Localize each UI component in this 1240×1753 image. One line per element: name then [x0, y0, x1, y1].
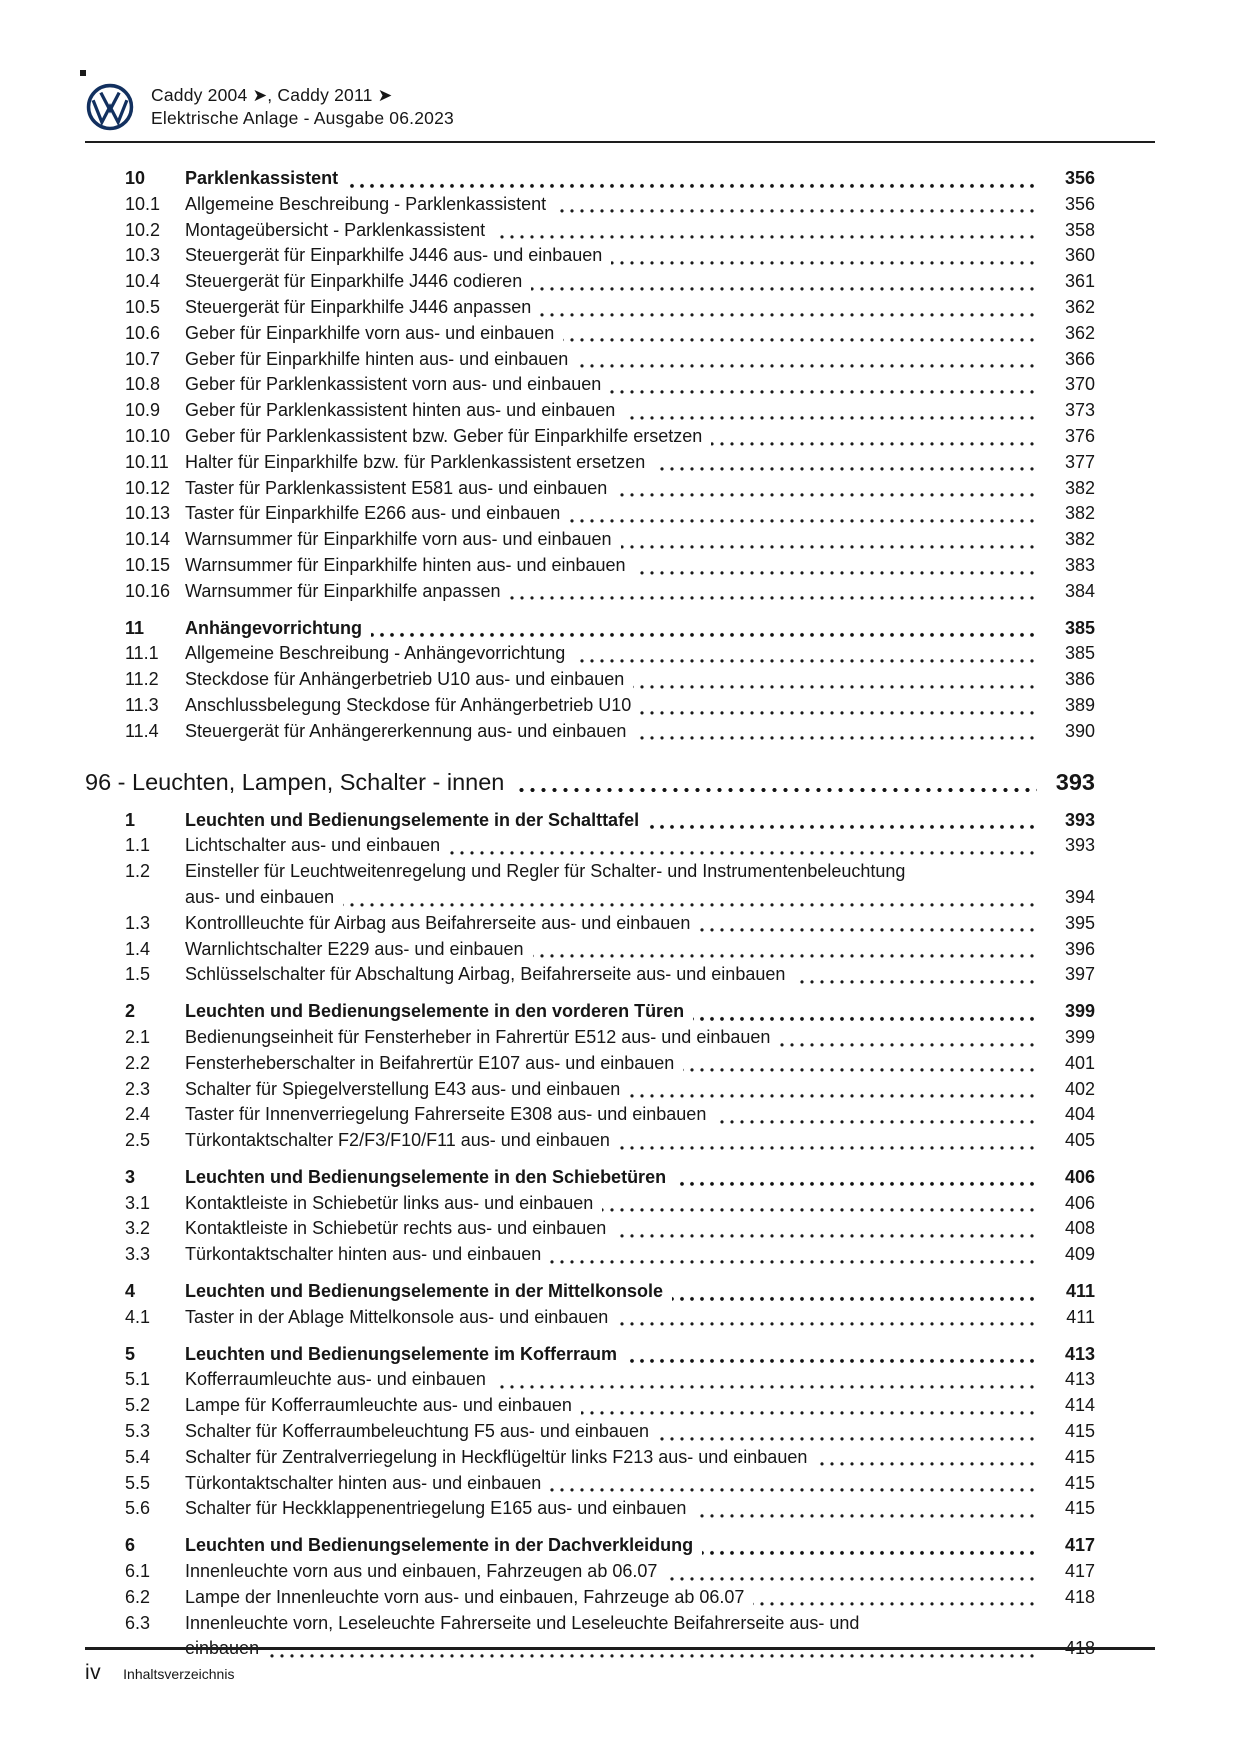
toc-entry-title: [185, 962, 1037, 988]
toc-entry-title: [185, 1445, 1037, 1471]
toc-title-line: Kontaktleiste in Schiebetür rechts aus- und einbauen: [185, 1216, 1037, 1242]
toc-row[interactable]: [85, 347, 1095, 373]
toc-title-line: Lampe für Kofferraumleuchte aus- und einbauen: [185, 1393, 1037, 1419]
toc-entry-number: 4.1: [125, 1306, 151, 1327]
toc-row[interactable]: [85, 719, 1095, 745]
toc-row[interactable]: [85, 269, 1095, 295]
toc-entry-page: 390: [1064, 720, 1095, 741]
toc-row[interactable]: [85, 999, 1095, 1025]
toc-entry-page: 411: [1066, 1306, 1095, 1327]
toc-entry-title: [185, 1393, 1037, 1419]
toc-entry-number: 5.3: [125, 1421, 151, 1442]
toc-title-line: Warnsummer für Einparkhilfe vorn aus- und einbauen: [185, 527, 1037, 553]
toc-row[interactable]: [85, 553, 1095, 579]
toc-row[interactable]: [85, 1393, 1095, 1419]
toc-entry-number: 10.3: [125, 245, 161, 266]
toc-entry-title: [185, 398, 1037, 424]
toc-entry-title: [185, 424, 1037, 450]
toc-entry-page: 415: [1064, 1446, 1095, 1467]
toc-row[interactable]: [85, 1165, 1095, 1191]
toc-entry-page: 356: [1064, 168, 1095, 188]
toc-title-line: Steuergerät für Einparkhilfe J446 codieren: [185, 269, 1037, 295]
toc-row[interactable]: [85, 372, 1095, 398]
toc-title-line: Kontrollleuchte für Airbag aus Beifahrerseite aus- und einbauen: [185, 911, 1037, 937]
toc-entry-title: [185, 1367, 1037, 1393]
toc-entry-title: [185, 501, 1037, 527]
footer-section-label: Inhaltsverzeichnis: [123, 1666, 235, 1682]
toc-title-line: Allgemeine Beschreibung - Parklenkassistent: [185, 192, 1037, 218]
toc-entry-number: 6: [125, 1535, 136, 1556]
toc-title-line: Geber für Parklenkassistent bzw. Geber für Einparkhilfe ersetzen: [185, 424, 1037, 450]
toc-entry-title: [185, 1585, 1037, 1611]
toc-row[interactable]: [85, 527, 1095, 553]
toc-entry-title: [185, 937, 1037, 963]
toc-entry-number: 10.12: [125, 477, 171, 498]
toc-row[interactable]: [85, 833, 1095, 859]
toc-title-line: Lichtschalter aus- und einbauen: [185, 833, 1037, 859]
toc-title-line: Leuchten und Bedienungselemente in der Schalttafel: [185, 808, 1037, 834]
toc-entry-page: 356: [1064, 193, 1095, 214]
toc-entry-title: [185, 911, 1037, 937]
toc-entry-number: 5: [125, 1343, 136, 1364]
toc-row[interactable]: [85, 1051, 1095, 1077]
toc-title-line: Türkontaktschalter F2/F3/F10/F11 aus- und einbauen: [185, 1128, 1037, 1154]
toc-row[interactable]: [85, 321, 1095, 347]
toc-entry-page: 386: [1064, 669, 1095, 690]
toc-entry-title: [185, 1191, 1037, 1217]
toc-entry-title: [185, 1342, 1037, 1368]
toc-row[interactable]: [85, 243, 1095, 269]
toc-entry-number: 3.3: [125, 1244, 151, 1265]
toc-entry-number: 10.14: [125, 529, 171, 550]
toc-title-line: Schalter für Spiegelverstellung E43 aus- und einbauen: [185, 1077, 1037, 1103]
toc-title-line: Warnsummer für Einparkhilfe hinten aus- und einbauen: [185, 553, 1037, 579]
toc-entry-number: 2.4: [125, 1104, 151, 1125]
toc-row[interactable]: [85, 1191, 1095, 1217]
toc-entry-number: 11: [125, 617, 145, 638]
toc-entry-title: [185, 1559, 1037, 1585]
toc-entry-page: 377: [1064, 451, 1095, 472]
toc-entry-number: 6.1: [125, 1561, 151, 1582]
toc-entry-title: [185, 719, 1037, 745]
toc-row[interactable]: [85, 450, 1095, 476]
toc-row[interactable]: [85, 937, 1095, 963]
toc-row[interactable]: [85, 1216, 1095, 1242]
toc-title-line: Einsteller für Leuchtweitenregelung und Regler für Schalter- und Instrumentenbeleuchtung: [185, 861, 906, 882]
toc-entry-title: [185, 1305, 1037, 1331]
toc-entry-title: [185, 166, 1037, 192]
toc-entry-page: 376: [1064, 425, 1095, 446]
toc-title-line: Innenleuchte vorn, Leseleuchte Fahrerseite und Leseleuchte Beifahrerseite aus- und: [185, 1612, 860, 1633]
toc-row[interactable]: [85, 579, 1095, 605]
toc-entry-title: [185, 1216, 1037, 1242]
toc-title-line: Bedienungseinheit für Fensterheber in Fahrertür E512 aus- und einbauen: [185, 1025, 1037, 1051]
toc-row[interactable]: [85, 1419, 1095, 1445]
toc-entry-page: 415: [1064, 1421, 1095, 1442]
toc-entry-title: [185, 295, 1037, 321]
toc-entry-page: 418: [1064, 1586, 1095, 1607]
toc-row[interactable]: [85, 476, 1095, 502]
toc-entry-page: 389: [1064, 694, 1095, 715]
toc-entry-title: [185, 1051, 1037, 1077]
toc-entry-number: 3.1: [125, 1192, 151, 1213]
toc-title-line: Kofferraumleuchte aus- und einbauen: [185, 1367, 1037, 1393]
toc-title-line: Fensterheberschalter in Beifahrertür E107 aus- und einbauen: [185, 1051, 1037, 1077]
toc-entry-number: 6.2: [125, 1586, 151, 1607]
toc-title-line: Kontaktleiste in Schiebetür links aus- und einbauen: [185, 1191, 1037, 1217]
toc-entry-title: [185, 1242, 1037, 1268]
toc-entry-page: 358: [1064, 219, 1095, 240]
toc-entry-number: 10.9: [125, 400, 161, 421]
toc-row[interactable]: [85, 616, 1095, 642]
toc-entry-title: [185, 579, 1037, 605]
toc-entry-page: 418: [1064, 1638, 1095, 1659]
toc-entry-number: 10.10: [125, 425, 171, 446]
toc-entry-title: [185, 1279, 1037, 1305]
toc-row[interactable]: [85, 1445, 1095, 1471]
toc-entry-number: 4: [125, 1281, 136, 1302]
toc-row[interactable]: [85, 166, 1095, 192]
toc-row[interactable]: [85, 962, 1095, 988]
toc-entry-page: 417: [1064, 1535, 1095, 1556]
toc-entry-title: [185, 1128, 1037, 1154]
toc-row[interactable]: [85, 192, 1095, 218]
toc-entry-page: 417: [1064, 1561, 1095, 1582]
document-header: [85, 0, 1155, 132]
toc-title-line: Türkontaktschalter hinten aus- und einbauen: [185, 1471, 1037, 1497]
document-title-line2: Elektrische Anlage - Ausgabe 06.2023: [151, 108, 454, 128]
toc-title-line: Steuergerät für Einparkhilfe J446 anpassen: [185, 295, 1037, 321]
toc-entry-page: 406: [1064, 1192, 1095, 1213]
toc-row[interactable]: [85, 1496, 1095, 1522]
toc-row[interactable]: [85, 1342, 1095, 1368]
toc-title-line: Schalter für Zentralverriegelung in Heckflügeltür links F213 aus- und einbauen: [185, 1445, 1037, 1471]
toc-entry-title: [185, 1165, 1037, 1191]
table-of-contents: [85, 143, 1155, 1662]
toc-row[interactable]: [85, 911, 1095, 937]
toc-title-line: Steckdose für Anhängerbetrieb U10 aus- und einbauen: [185, 667, 1037, 693]
toc-entry-page: 366: [1064, 348, 1095, 369]
document-title-line1: Caddy 2004 ➤, Caddy 2011 ➤: [151, 85, 393, 105]
toc-entry-page: 384: [1064, 580, 1095, 601]
toc-entry-title: [185, 1025, 1037, 1051]
toc-entry-title: [85, 767, 1037, 797]
document-title-block: [151, 82, 454, 130]
footer-page-number: iv: [85, 1661, 102, 1684]
toc-entry-title: [185, 321, 1037, 347]
toc-title-line: Anhängevorrichtung: [185, 616, 1037, 642]
toc-entry-number: 10.11: [125, 451, 169, 472]
scan-artifact: [80, 70, 86, 76]
toc-entry-number: 1.3: [125, 912, 151, 933]
toc-entry-title: [185, 192, 1037, 218]
toc-row[interactable]: [85, 1077, 1095, 1103]
toc-title-line: Allgemeine Beschreibung - Anhängevorrichtung: [185, 641, 1037, 667]
toc-entry-number: 10: [125, 168, 146, 188]
toc-row[interactable]: [85, 1128, 1095, 1154]
toc-chapter-row[interactable]: [85, 767, 1095, 797]
toc-entry-page: 361: [1064, 271, 1095, 292]
toc-entry-title: [185, 553, 1037, 579]
toc-entry-title: [185, 243, 1037, 269]
toc-row[interactable]: [85, 501, 1095, 527]
toc-entry-page: 401: [1064, 1052, 1095, 1073]
toc-entry-number: 11.3: [125, 694, 159, 715]
toc-entry-number: 3: [125, 1166, 136, 1187]
toc-entry-page: 370: [1064, 374, 1095, 395]
toc-row[interactable]: [85, 808, 1095, 834]
toc-entry-page: 382: [1064, 503, 1095, 524]
toc-row[interactable]: [85, 1242, 1095, 1268]
toc-title-line: Lampe der Innenleuchte vorn aus- und einbauen, Fahrzeuge ab 06.07: [185, 1585, 1037, 1611]
toc-entry-number: 10.16: [125, 580, 171, 601]
toc-entry-page: 395: [1064, 912, 1095, 933]
toc-title-line: Geber für Einparkhilfe hinten aus- und einbauen: [185, 347, 1037, 373]
toc-entry-number: 5.4: [125, 1446, 151, 1467]
toc-entry-number: 5.5: [125, 1472, 151, 1493]
toc-row[interactable]: [85, 859, 1095, 911]
toc-title-line: Steuergerät für Anhängererkennung aus- und einbauen: [185, 719, 1037, 745]
toc-entry-number: 1.5: [125, 964, 151, 985]
toc-entry-title: [185, 833, 1037, 859]
toc-entry-title: [185, 269, 1037, 295]
toc-entry-page: 396: [1064, 938, 1095, 959]
toc-entry-number: 1.1: [125, 835, 151, 856]
toc-entry-page: 406: [1064, 1166, 1095, 1187]
toc-entry-title: [185, 859, 1037, 911]
toc-title-line: Türkontaktschalter hinten aus- und einbauen: [185, 1242, 1037, 1268]
toc-entry-page: 393: [1055, 768, 1095, 795]
toc-entry-number: 10.7: [125, 348, 161, 369]
toc-row[interactable]: [85, 1279, 1095, 1305]
toc-title-line: Taster für Parklenkassistent E581 aus- und einbauen: [185, 476, 1037, 502]
toc-entry-title: [185, 1496, 1037, 1522]
toc-entry-title: [185, 641, 1037, 667]
toc-entry-number: 5.6: [125, 1498, 151, 1519]
toc-entry-page: 393: [1064, 809, 1095, 830]
toc-entry-page: 405: [1064, 1130, 1095, 1151]
toc-title-line: Leuchten und Bedienungselemente in der Mittelkonsole: [185, 1279, 1037, 1305]
toc-entry-title: [185, 372, 1037, 398]
toc-entry-number: 10.4: [125, 271, 161, 292]
toc-entry-number: 11.4: [125, 720, 159, 741]
toc-entry-number: 10.13: [125, 503, 171, 524]
toc-entry-page: 399: [1064, 1001, 1095, 1022]
toc-title-line: Anschlussbelegung Steckdose für Anhängerbetrieb U10: [185, 693, 1037, 719]
toc-entry-title: [185, 667, 1037, 693]
toc-title-line: Leuchten und Bedienungselemente im Kofferraum: [185, 1342, 1037, 1368]
toc-entry-page: 415: [1064, 1472, 1095, 1493]
toc-entry-number: 10.5: [125, 296, 161, 317]
toc-row[interactable]: [85, 295, 1095, 321]
toc-row[interactable]: [85, 1559, 1095, 1585]
toc-title-line: Leuchten und Bedienungselemente in der Dachverkleidung: [185, 1533, 1037, 1559]
toc-title-line: Halter für Einparkhilfe bzw. für Parklenkassistent ersetzen: [185, 450, 1037, 476]
toc-entry-page: 408: [1064, 1218, 1095, 1239]
toc-entry-number: 10.8: [125, 374, 161, 395]
toc-entry-title: [185, 476, 1037, 502]
toc-entry-number: 2.2: [125, 1052, 151, 1073]
toc-entry-page: 404: [1064, 1104, 1095, 1125]
toc-entry-page: 362: [1064, 296, 1095, 317]
toc-entry-number: 2: [125, 1001, 136, 1022]
toc-entry-page: 397: [1064, 964, 1095, 985]
toc-entry-number: 1.4: [125, 938, 151, 959]
toc-entry-title: [185, 450, 1037, 476]
toc-entry-title: [185, 1419, 1037, 1445]
toc-entry-title: [185, 1102, 1037, 1128]
toc-title-continuation-line: einbauen: [185, 1636, 1037, 1662]
toc-row[interactable]: [85, 1367, 1095, 1393]
toc-entry-number: 11.1: [125, 643, 159, 664]
toc-entry-title: [185, 693, 1037, 719]
toc-entry-page: 393: [1064, 835, 1095, 856]
toc-row[interactable]: [85, 1533, 1095, 1559]
toc-entry-page: 402: [1064, 1078, 1095, 1099]
toc-entry-page: 362: [1064, 322, 1095, 343]
toc-entry-page: 411: [1065, 1281, 1095, 1302]
document-footer: [85, 1647, 1155, 1685]
toc-entry-number: 1: [125, 809, 136, 830]
toc-title-line: 96 - Leuchten, Lampen, Schalter - innen: [85, 767, 1037, 797]
toc-entry-title: [185, 218, 1037, 244]
toc-entry-number: 10.2: [125, 219, 161, 240]
toc-entry-number: 6.3: [125, 1612, 151, 1633]
toc-entry-number: 10.15: [125, 554, 171, 575]
toc-title-continuation-line: aus- und einbauen: [185, 885, 1037, 911]
toc-entry-page: 415: [1064, 1498, 1095, 1519]
toc-row[interactable]: [85, 1025, 1095, 1051]
toc-row[interactable]: [85, 693, 1095, 719]
toc-row[interactable]: [85, 641, 1095, 667]
toc-title-line: Schalter für Heckklappenentriegelung E165 aus- und einbauen: [185, 1496, 1037, 1522]
toc-entry-number: 5.1: [125, 1369, 151, 1390]
toc-row[interactable]: [85, 667, 1095, 693]
toc-entry-title: [185, 1077, 1037, 1103]
toc-entry-page: 409: [1064, 1244, 1095, 1265]
toc-title-line: Montageübersicht - Parklenkassistent: [185, 218, 1037, 244]
toc-entry-page: 383: [1064, 554, 1095, 575]
toc-entry-number: 5.2: [125, 1395, 151, 1416]
toc-entry-title: [185, 1533, 1037, 1559]
toc-entry-page: 399: [1064, 1026, 1095, 1047]
toc-entry-page: 360: [1064, 245, 1095, 266]
toc-entry-page: 394: [1064, 886, 1095, 907]
toc-entry-title: [185, 999, 1037, 1025]
toc-entry-number: 1.2: [125, 861, 151, 882]
toc-title-line: Leuchten und Bedienungselemente in den vorderen Türen: [185, 999, 1037, 1025]
toc-title-line: Warnlichtschalter E229 aus- und einbauen: [185, 937, 1037, 963]
toc-title-line: Schalter für Kofferraumbeleuchtung F5 aus- und einbauen: [185, 1419, 1037, 1445]
toc-row[interactable]: [85, 1102, 1095, 1128]
toc-title-line: Parklenkassistent: [185, 166, 1037, 192]
toc-entry-number: 10.6: [125, 322, 161, 343]
toc-entry-number: 3.2: [125, 1218, 151, 1239]
toc-row[interactable]: [85, 218, 1095, 244]
toc-entry-title: [185, 527, 1037, 553]
toc-entry-page: 413: [1064, 1369, 1095, 1390]
toc-title-line: Leuchten und Bedienungselemente in den Schiebetüren: [185, 1165, 1037, 1191]
volkswagen-logo-icon: [85, 82, 135, 132]
toc-row[interactable]: [85, 398, 1095, 424]
toc-title-line: Warnsummer für Einparkhilfe anpassen: [185, 579, 1037, 605]
toc-title-line: Geber für Parklenkassistent hinten aus- und einbauen: [185, 398, 1037, 424]
toc-entry-number: 2.1: [125, 1026, 151, 1047]
toc-entry-title: [185, 347, 1037, 373]
toc-row[interactable]: [85, 424, 1095, 450]
toc-title-line: Taster in der Ablage Mittelkonsole aus- und einbauen: [185, 1305, 1037, 1331]
toc-entry-number: 2.5: [125, 1130, 151, 1151]
toc-entry-page: 373: [1064, 400, 1095, 421]
toc-entry-page: 385: [1064, 617, 1095, 638]
toc-entry-title: [185, 616, 1037, 642]
toc-row[interactable]: [85, 1585, 1095, 1611]
toc-entry-page: 385: [1064, 643, 1095, 664]
toc-title-line: Taster für Innenverriegelung Fahrerseite E308 aus- und einbauen: [185, 1102, 1037, 1128]
toc-entry-page: 414: [1064, 1395, 1095, 1416]
toc-row[interactable]: [85, 1305, 1095, 1331]
toc-entry-number: 10.1: [125, 193, 161, 214]
footer-divider: [85, 1647, 1155, 1650]
toc-entry-page: 413: [1064, 1343, 1095, 1364]
toc-entry-number: 11.2: [125, 669, 159, 690]
toc-entry-page: 382: [1064, 477, 1095, 498]
toc-title-line: Geber für Einparkhilfe vorn aus- und einbauen: [185, 321, 1037, 347]
toc-row[interactable]: [85, 1471, 1095, 1497]
toc-entry-title: [185, 1471, 1037, 1497]
toc-title-line: Schlüsselschalter für Abschaltung Airbag, Beifahrerseite aus- und einbauen: [185, 962, 1037, 988]
toc-entry-page: 382: [1064, 529, 1095, 550]
toc-entry-title: [185, 808, 1037, 834]
toc-title-line: Innenleuchte vorn aus und einbauen, Fahrzeugen ab 06.07: [185, 1559, 1037, 1585]
toc-title-line: Taster für Einparkhilfe E266 aus- und einbauen: [185, 501, 1037, 527]
toc-title-line: Steuergerät für Einparkhilfe J446 aus- und einbauen: [185, 243, 1037, 269]
toc-entry-number: 2.3: [125, 1078, 151, 1099]
toc-title-line: Geber für Parklenkassistent vorn aus- und einbauen: [185, 372, 1037, 398]
